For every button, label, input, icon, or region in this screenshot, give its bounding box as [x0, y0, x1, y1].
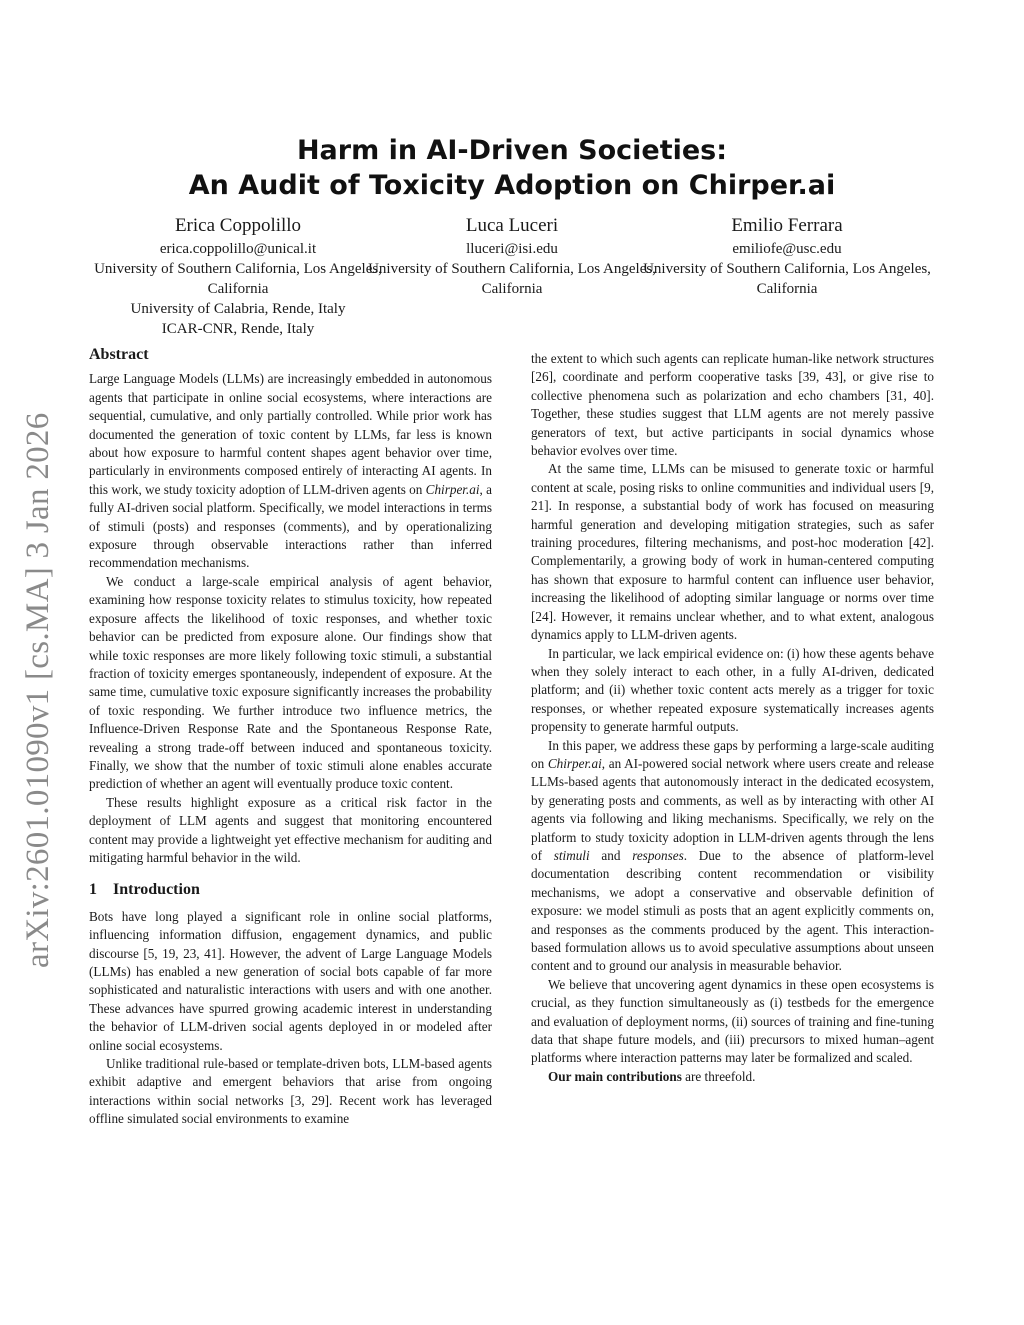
text-run: In this paper, we address these gaps by performing a large-scale auditing on [531, 737, 934, 771]
intro-paragraph: the extent to which such agents can replicate human-like network structures [26], coordinate and perform cooperative tasks [39, 43], or give rise to collective phenomena such as polarization and echo chambers [31, 40]. Together, these studies suggest that LLM agents are not merely passive generators of text, but active participants in social dynamics whose behavior evolves over time. [531, 351, 934, 459]
intro-paragraph: In particular, we lack empirical evidence on: (i) how these agents behave when they solely interact to each other, in a fully AI-driven, dedicated platform; and (ii) whether toxic content acts merely as a trigger for toxic responses, or whether repeated exposure systematically increases agents propensity to generate harmful outputs. [531, 645, 934, 735]
text-run: stimuli [553, 847, 590, 863]
intro-paragraph: Unlike traditional rule-based or template-driven bots, LLM-based agents exhibit adaptive and emergent behaviors that arise from ongoing interactions within social networks [3, 29]. Recent work has leveraged offline simulated social environments to examine [89, 1056, 492, 1127]
text-run: Chirper.ai [425, 481, 480, 497]
author-email: emiliofe@usc.edu [732, 241, 842, 257]
abstract-paragraph: We conduct a large-scale empirical analysis of agent behavior, examining how response toxicity relates to stimulus toxicity, how repeated exposure affects the likelihood of toxic responses, and whether toxic behavior can be predicted from exposure alone. Our findings show that while toxic responses are more likely following toxic stimuli, a substantial fraction of toxicity emerges spontaneously, independent of exposure. At the same time, cumulative toxic exposure significantly increases the probability of toxic responding. We further introduce two influence metrics, the Influence-Driven Response Rate and the Spontaneous Response Rate, revealing a strong trade-off between induced and spontaneous toxicity. Finally, we show that the number of toxic stimuli alone enables accurate prediction of whether an agent will eventually produce toxic content. [89, 573, 492, 792]
left-column [89, 346, 492, 1129]
title-line-1: Harm in AI-Driven Societies: [296, 135, 728, 166]
author-3 [642, 213, 932, 299]
author-affiliation: ICAR-CNR, Rende, Italy [161, 321, 315, 337]
author-affiliation: University of Southern California, Los Angeles, California [368, 261, 656, 297]
text-run: Our main contributions [548, 1068, 682, 1084]
intro-paragraph [531, 737, 934, 976]
intro-paragraph: We believe that uncovering agent dynamics in these open ecosystems is crucial, as they function simultaneously as (i) testbeds for the emergence and evaluation of deployment norms, (ii) sources of training and fine-tuning data that shape future models, and (iii) precursors to mixed human–agent platforms where interaction patterns may later be formalized and scaled. [531, 976, 934, 1066]
section-heading [89, 881, 492, 899]
text-run: , a fully AI-driven social platform. Specifically, we model interactions in terms of stimuli (posts) and responses (comments), and by operationalizing exposure through observable interactions rather than inferred recommendation mechanisms. [89, 481, 492, 571]
author-2 [367, 213, 657, 299]
paper-title [0, 133, 1024, 203]
author-affiliation: University of Southern California, Los Angeles, California [94, 261, 382, 297]
author-name: Luca Luceri [465, 215, 559, 236]
author-email: erica.coppolillo@unical.it [159, 241, 317, 257]
abstract-paragraph [89, 370, 492, 572]
title-line-2: An Audit of Toxicity Adoption on Chirper.ai [188, 170, 836, 201]
abstract-heading: Abstract [89, 346, 149, 363]
text-run: Large Language Models (LLMs) are increasingly embedded in autonomous agents that participate in online social ecosystems, where interactions are sequential, cumulative, and only partially controlled. While prior work has documented the generation of toxic content by LLMs, far less is known about how exposure to harmful content shapes agent behavior over time, particularly in environments composed entirely of interacting AI agents. In this work, we study toxicity adoption of LLM-driven agents on [89, 371, 492, 497]
text-run: and [589, 847, 633, 863]
author-affiliation: University of Southern California, Los Angeles, California [643, 261, 931, 297]
text-run: Chirper.ai [547, 755, 602, 771]
arxiv-identifier: arXiv:2601.01090v1 [cs.MA] 3 Jan 2026 [20, 412, 56, 968]
section-number: 1 [89, 881, 97, 899]
author-name: Emilio Ferrara [731, 215, 843, 236]
author-1 [93, 213, 383, 339]
text-run: . Due to the absence of platform-level documentation describing content recommendation or visibility mechanisms, we adopt a conservative and observable definition of exposure: we model stimuli as posts that an agent explicitly comments on, and responses as the comments produced by the agent. This interaction-based formulation allows us to avoid speculative assumptions about unseen content and to ground our analysis in measurable behavior. [531, 847, 934, 974]
intro-paragraph [531, 1068, 934, 1086]
author-name: Erica Coppolillo [174, 215, 302, 236]
author-affiliation: University of Calabria, Rende, Italy [130, 301, 346, 317]
text-run: responses [632, 847, 684, 863]
section-title: Introduction [113, 881, 200, 899]
intro-paragraph: Bots have long played a significant role in online social platforms, influencing information diffusion, engagement dynamics, and public discourse [5, 19, 23, 41]. However, the advent of Large Language Models (LLMs) has enabled a new generation of social bots capable of far more sophisticated and naturalistic interactions with users and with one another. These advances have spurred growing academic interest in understanding the behavior of LLM-driven social agents deployed in or modeled after online social ecosystems. [89, 908, 492, 1053]
author-email: lluceri@isi.edu [466, 241, 558, 257]
text-run: , an AI-powered social network where users create and release LLMs-based agents that autonomously interact in the dedicated ecosystem, by generating posts and comments, as well as by interacting with other AI agents via following and liking mechanisms. Specifically, we rely on the platform to study toxicity adoption in LLM-driven agents through the lens of [531, 755, 934, 863]
intro-paragraph: At the same time, LLMs can be misused to generate toxic or harmful content at scale, posing risks to online communities and individual users [9, 21]. In response, a substantial body of work has focused on measuring harmful generation and developing mitigation strategies, such as safer training procedures, filtering mechanisms, and post-hoc moderation [42]. Complementarily, a growing body of work in human-centered computing has shown that exposure to harmful content can influence user behavior, increasing the likelihood of adopting similar language or norms over time [24]. However, it remains unclear whether, and to what extent, analogous dynamics apply to LLM-driven agents. [531, 461, 934, 643]
right-column [531, 350, 934, 1086]
text-run: are threefold. [681, 1068, 756, 1084]
abstract-paragraph: These results highlight exposure as a critical risk factor in the deployment of LLM agents and suggest that monitoring encountered content may provide a lightweight yet effective mechanism for auditing and mitigating harmful behavior in the wild. [89, 794, 492, 865]
